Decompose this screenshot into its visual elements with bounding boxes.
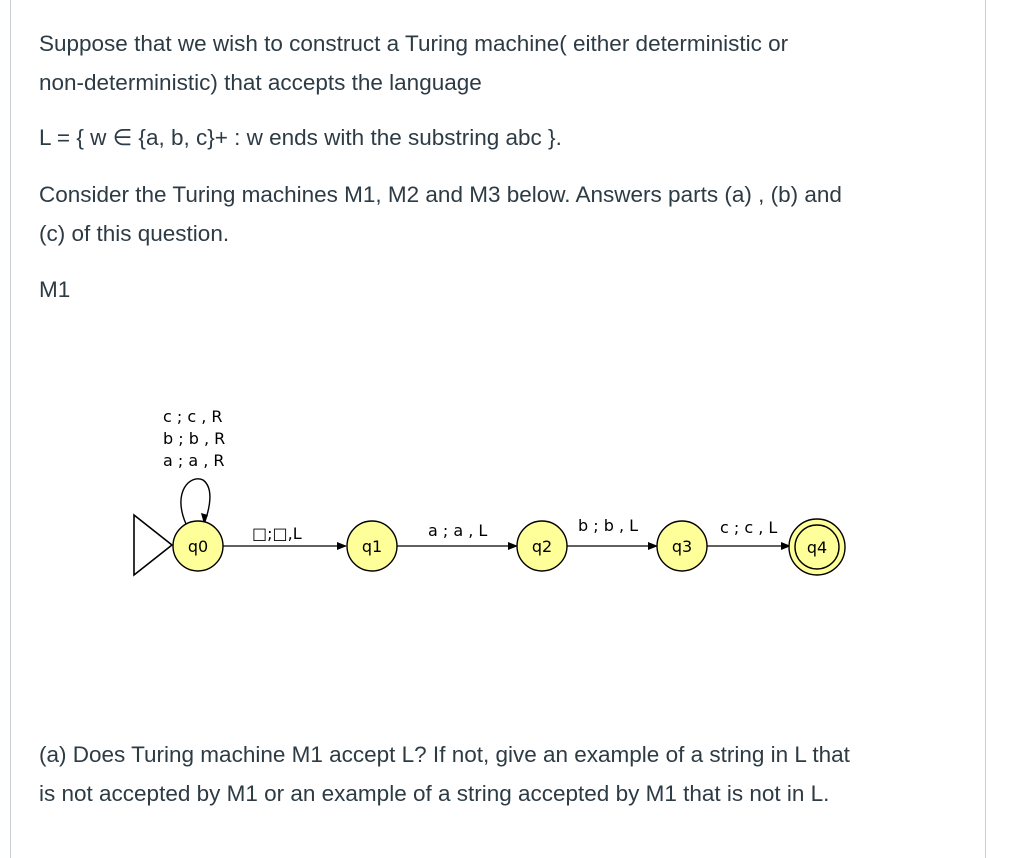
initial-state-arrow [134, 515, 172, 575]
transition-label-q0-q1: □;□,L [252, 524, 302, 543]
state-q0-label: q0 [187, 537, 209, 556]
transition-label-q2-q3: b ; b , L [578, 516, 639, 535]
consider-line-1: Consider the Turing machines M1, M2 and M3 below. Answers parts (a) , (b) and [39, 182, 842, 207]
language-definition: L = { w ∈ {a, b, c}+ : w ends with the substring abc }. [39, 125, 562, 150]
machine-label: M1 [39, 277, 71, 302]
loop-label-2: b ; b , R [163, 429, 226, 448]
state-q3-label: q3 [671, 537, 693, 556]
state-q0 [173, 521, 223, 571]
state-q2-label: q2 [531, 537, 553, 556]
state-q4-accepting [789, 519, 845, 575]
loop-label-1: c ; c , R [163, 407, 223, 426]
state-q2 [517, 521, 567, 571]
transition-label-q3-q4: c ; c , L [720, 518, 778, 537]
transition-label-q1-q2: a ; a , L [428, 521, 488, 540]
part-a-line-1: (a) Does Turing machine M1 accept L? If not, give an example of a string in L that [39, 742, 850, 767]
part-a-line-2: is not accepted by M1 or an example of a string accepted by M1 that is not in L. [39, 781, 830, 806]
part-a-question [39, 735, 969, 813]
state-q4-label: q4 [806, 538, 828, 557]
state-q1 [347, 521, 397, 571]
intro-line-2: non-deterministic) that accepts the language [39, 70, 482, 95]
consider-line-2: (c) of this question. [39, 221, 230, 246]
state-q1-label: q1 [361, 537, 383, 556]
loop-label-3: a ; a , R [163, 451, 225, 470]
state-q3 [657, 521, 707, 571]
intro-line-1: Suppose that we wish to construct a Turing machine( either deterministic or [39, 31, 789, 56]
